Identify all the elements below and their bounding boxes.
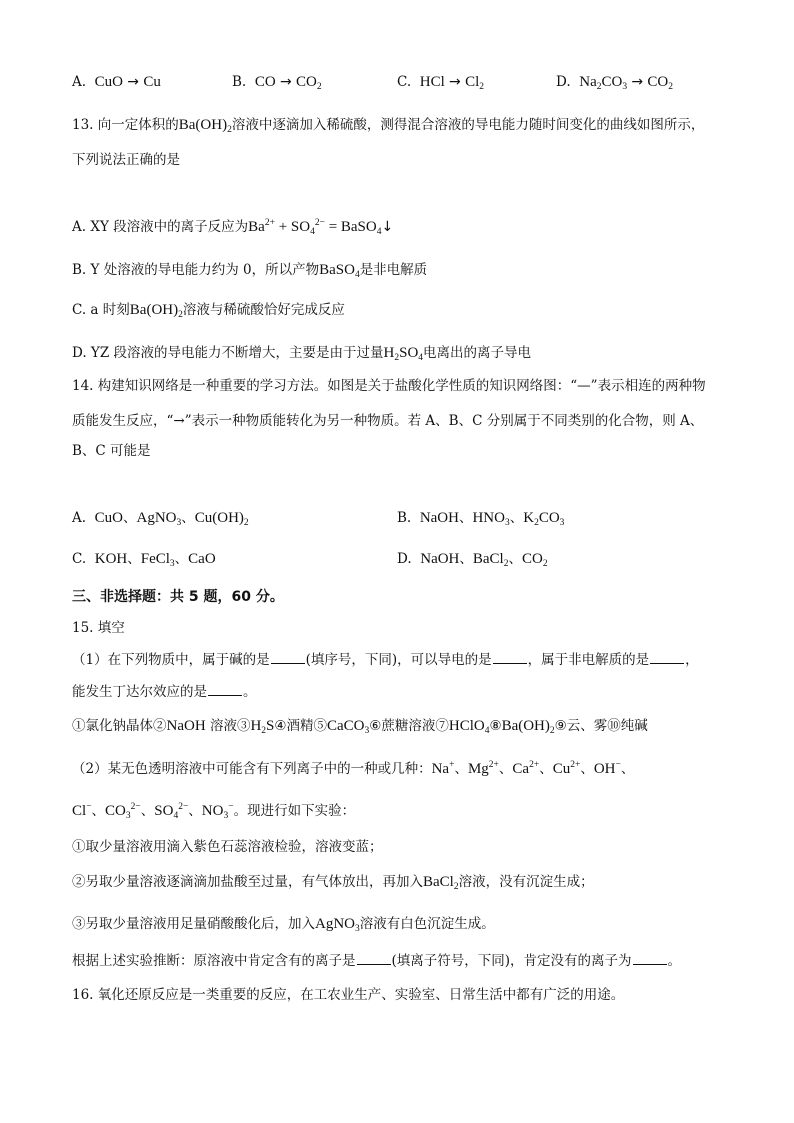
q14-stem-line2: 质能发生反应，“→”表示一种物质能转化为另一种物质。若 A、B、C 分别属于不同类别的化合物，则 A、 [72,413,704,429]
q15-experiment-2: ②另取少量溶液逐滴滴加盐酸至过量，有气体放出，再加入BaCl$_2$溶液，没有沉淀生成； [72,874,594,892]
q15-part1-line2: 能发生丁达尔效应的是 。 [72,684,257,700]
q14-stem-line3: B、C 可能是 [72,443,151,459]
q12-option-d: D. $Na_2CO_3 \to CO_2$ [556,74,673,92]
answer-blank[interactable] [208,682,242,696]
q14-stem-line1: 14. 构建知识网络是一种重要的学习方法。如图是关于盐酸化学性质的知识网络图：“—”表示相连的两种物 [72,378,706,394]
q12-option-c: C. HCl → $Cl_2$ [397,74,485,92]
q14-option-a: A. CuO、AgNO$_3$、$Cu(OH)_2$ [72,510,249,528]
q14-option-b: B. NaOH、$HNO_3$、$K_2CO_3$ [397,510,565,528]
section-title: 三、非选择题：共 5 题，60 分。 [72,589,284,605]
answer-blank[interactable] [271,650,305,664]
answer-blank[interactable] [357,951,391,965]
q13-stem-line1: 13. 向一定体积的$Ba(OH)_2$溶液中逐滴加入稀硫酸，测得混合溶液的导电能力随时间变化的曲线如图所示， [72,117,705,135]
arrow-icon: → [631,74,644,90]
answer-blank[interactable] [633,951,667,965]
q15-conclusion: 根据上述实验推断：原溶液中肯定含有的离子是 (填离子符号，下同)，肯定没有的离子为 。 [72,953,682,969]
q13-stem-line2: 下列说法正确的是 [72,152,180,168]
q12-option-a: A. CuO → Cu [72,74,161,90]
arrow-icon: → [127,74,140,90]
q15-part2-line1: （2）某无色透明溶液中可能含有下列离子中的一种或几种：Na+、$Mg^{2+}$、$Ca^{2+}$、$Cu^{2+}$、OH−、 [72,760,635,777]
q14-option-d: D. NaOH、BaCl$_2$、$CO_2$ [397,551,548,569]
q12-option-b: B. CO → $CO_2$ [232,74,322,92]
q13-option-b: B. Y 处溶液的导电能力约为 0，所以产物BaSO$_4$是非电解质 [72,262,428,280]
q13-option-a: A. XY 段溶液中的离子反应为$Ba^{2+} + SO_4^{2-}$ = BaSO$_4$↓ [72,218,394,237]
arrow-icon: → [449,74,461,90]
q15-part1-line1: （1）在下列物质中，属于碱的是 (填序号，下同)，可以导电的是 ，属于非电解质的是 ， [72,652,699,668]
q13-option-d: D. YZ 段溶液的导电能力不断增大，主要是由于过量$H_2SO_4$电离出的离子导电 [72,345,532,363]
q15-items: ①氯化钠晶体②NaOH 溶液$③H_2S④$酒精⑤CaCO$_3$⑥蔗糖溶液$⑦HClO_4⑧Ba(OH)_2⑨$云、雾⑩纯碱 [72,718,648,736]
q13-option-c: C. a 时刻$Ba(OH)_2$溶液与稀硫酸恰好完成反应 [72,302,345,320]
q14-option-c: C. KOH、FeCl$_3$、CaO [72,551,216,569]
q15-title: 15. 填空 [72,620,125,636]
answer-blank[interactable] [650,650,684,664]
q15-experiment-1: ①取少量溶液用滴入紫色石蕊溶液检验，溶液变蓝； [72,839,383,855]
q15-experiment-3: ③另取少量溶液用足量硝酸酸化后，加入AgNO$_3$溶液有白色沉淀生成。 [72,916,495,934]
q15-part2-line2: Cl−、$CO_3^{2-}$、$SO_4^{2-}$、$NO_3^-$。现进行如下实验： [72,802,356,821]
answer-blank[interactable] [493,650,527,664]
q16-stem: 16. 氧化还原反应是一类重要的反应，在工农业生产、实验室、日常生活中都有广泛的用途。 [72,987,625,1003]
arrow-icon: → [279,74,292,90]
